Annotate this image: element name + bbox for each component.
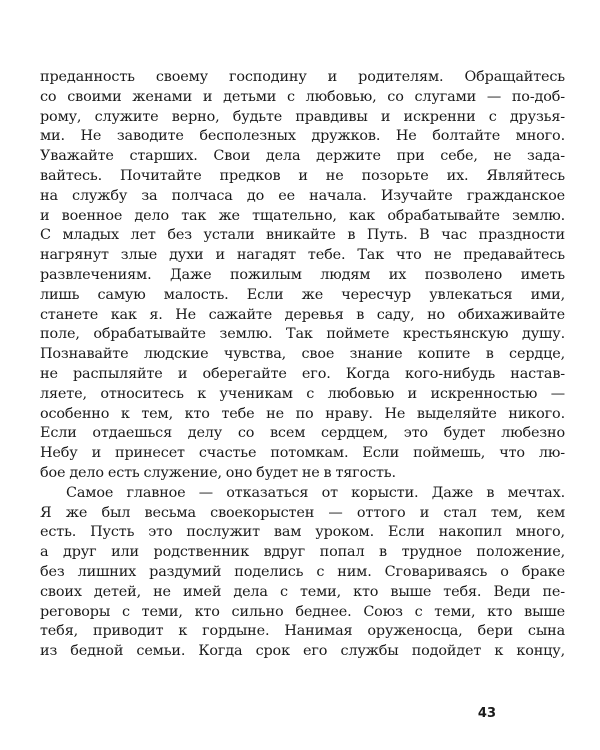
text-line: лишь самую малость. Если же чересчур увлекаться ими,: [40, 286, 565, 303]
text-line: не распыляйте и оберегайте его. Когда кого-нибудь настав-: [40, 365, 565, 382]
text-line: на службу за полчаса до ее начала. Изучайте гражданское: [40, 187, 565, 204]
text-line: вайтесь. Почитайте предков и не позорьте их. Являйтесь: [40, 167, 565, 184]
text-line: С младых лет без устали вникайте в Путь. В час праздности: [40, 227, 565, 244]
text-line: Небу и принесет счастье потомкам. Если поймешь, что лю-: [40, 445, 565, 462]
page-number: 43: [477, 706, 496, 721]
text-line: нагрянут злые духи и нагадят тебе. Так что не предавайтесь: [40, 247, 565, 264]
text-line: особенно к тем, кто тебе не по нраву. Не выделяйте никого.: [40, 405, 565, 422]
text-line: Я же был весьма своекорыстен — оттого и стал тем, кем: [40, 504, 565, 521]
text-line: и военное дело так же тщательно, как обрабатывайте землю.: [40, 207, 565, 224]
text-line: реговоры с теми, кто сильно беднее. Союз с теми, кто выше: [40, 603, 565, 620]
paragraph-2: [40, 484, 565, 662]
text-line: со своими женами и детьми с любовью, со слугами — по-доб-: [40, 88, 565, 105]
text-line: Самое главное — отказаться от корысти. Даже в мечтах.: [66, 484, 565, 501]
text-line: а друг или родственник вдруг попал в трудное положение,: [40, 544, 565, 561]
text-line: из бедной семьи. Когда срок его службы подойдет к концу,: [40, 643, 565, 660]
text-line: рому, служите верно, будьте правдивы и искренни с друзья-: [40, 108, 565, 125]
text-line: преданность своему господину и родителям. Обращайтесь: [40, 69, 565, 85]
text-line: станете как я. Не сажайте деревья в саду, но обихаживайте: [40, 306, 565, 323]
text-line: есть. Пусть это послужит вам уроком. Если накопил много,: [40, 524, 565, 541]
text-line: развлечениям. Даже пожилым людям их позволено иметь: [40, 266, 565, 283]
text-line: Уважайте старших. Свои дела держите при себе, не зада-: [40, 148, 565, 165]
text-line: своих детей, не имей дела с теми, кто выше тебя. Веди пе-: [40, 583, 565, 600]
text-line: Познавайте людские чувства, свое знание копите в сердце,: [40, 346, 565, 363]
text-line: ми. Не заводите бесполезных дружков. Не болтайте много.: [40, 128, 565, 145]
text-line: без лишних раздумий поделись с ним. Сговариваясь о браке: [40, 563, 565, 580]
text-line: тебя, приводит к гордыне. Нанимая оруженосца, бери сына: [40, 623, 565, 640]
text-line: бое дело есть служение, оно будет не в тягость.: [40, 464, 396, 481]
text-line: поле, обрабатывайте землю. Так поймете крестьянскую душу.: [40, 326, 565, 343]
text-line: ляете, относитесь к ученикам с любовью и искренностью —: [40, 385, 565, 402]
paragraph-1: [40, 68, 565, 484]
text-line: Если отдаешься делу со всем сердцем, это будет любезно: [40, 425, 565, 442]
body-text: [40, 68, 565, 662]
